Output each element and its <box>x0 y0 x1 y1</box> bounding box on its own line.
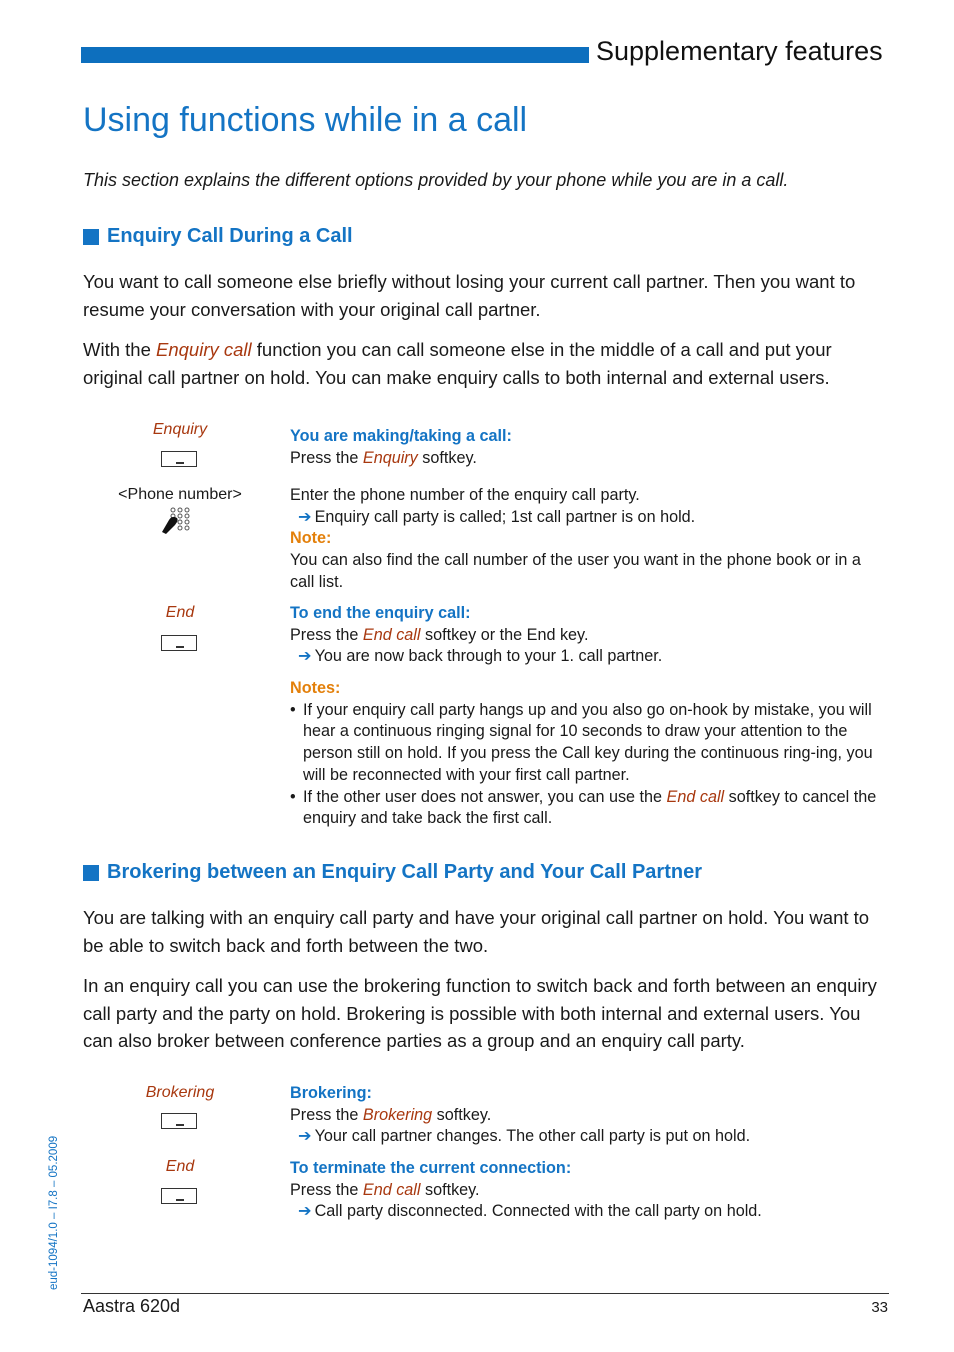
step-title: You are making/taking a call: <box>290 427 512 445</box>
step-block <box>290 1158 880 1223</box>
intro-text: This section explains the different options provided by your phone while you are in a call. <box>83 170 789 190</box>
square-bullet-icon <box>83 865 99 881</box>
softkey-label-enquiry: Enquiry <box>152 421 208 438</box>
step-result: ➔ Your call partner changes. The other call party is put on hold. <box>298 1127 751 1146</box>
list-item: • If the other user does not answer, you can use the End call softkey to cancel the enquiry and take back the first call. <box>290 787 880 830</box>
arrow-icon: ➔ <box>298 507 312 526</box>
step-title: Brokering: <box>290 1084 372 1102</box>
note-text: You can also find the call number of the user you want in the phone book or in a call list. <box>290 551 861 591</box>
page-number: 33 <box>871 1299 888 1316</box>
step-result: ➔ You are now back through to your 1. call partner. <box>298 647 663 666</box>
step-text: Press the Enquiry softkey. <box>290 448 477 467</box>
notes-list <box>290 700 880 830</box>
keypad-icon <box>160 506 194 534</box>
step-title: To end the enquiry call: <box>290 604 471 622</box>
softkey-icon <box>161 1188 197 1204</box>
softkey-label-brokering: Brokering <box>145 1084 215 1101</box>
step-result: ➔ Enquiry call party is called; 1st call partner is on hold. <box>298 507 696 526</box>
step-block <box>290 426 880 469</box>
paragraph: In an enquiry call you can use the brokering function to switch back and forth between an enquiry call party and the party on hold. Brokering is possible with both internal and external users. You can also broker between conference parties as a group and an enquiry call party. <box>83 975 877 1051</box>
section-heading-enquiry <box>83 225 353 248</box>
softkey-icon <box>161 1113 197 1129</box>
header-bar <box>81 47 589 63</box>
notes-title: Notes: <box>290 679 341 697</box>
softkey-icon <box>161 451 197 467</box>
notes-block <box>290 678 880 830</box>
page-title: Using functions while in a call <box>83 101 528 139</box>
step-text: Press the Brokering softkey. <box>290 1105 492 1124</box>
step-block <box>290 1083 880 1148</box>
step-block <box>290 485 880 594</box>
softkey-label-end: End <box>165 1158 195 1175</box>
step-title: To terminate the current connection: <box>290 1159 572 1177</box>
section-heading-brokering <box>83 861 702 884</box>
arrow-icon: ➔ <box>298 647 312 666</box>
paragraph: You want to call someone else briefly without losing your current call partner. Then you want to resume your conversation with your original call partner. <box>83 271 856 320</box>
paragraph: With the Enquiry call function you can call someone else in the middle of a call and put your original call partner on hold. You can make enquiry calls to both internal and external users. <box>83 339 832 388</box>
step-text: Enter the phone number of the enquiry call party. <box>290 486 640 504</box>
step-result: ➔ Call party disconnected. Connected with the call party on hold. <box>298 1202 762 1221</box>
arrow-icon: ➔ <box>298 1202 312 1221</box>
arrow-icon: ➔ <box>298 1127 312 1146</box>
step-text: Press the End call softkey. <box>290 1180 480 1199</box>
softkey-icon <box>161 635 197 651</box>
footer-product: Aastra 620d <box>83 1296 181 1316</box>
note-title: Note: <box>290 529 332 548</box>
paragraph: You are talking with an enquiry call party and have your original call partner on hold. You want to be able to switch back and forth between the two. <box>83 907 870 956</box>
step-text: Press the End call softkey or the End key. <box>290 625 589 644</box>
phone-number-label: <Phone number> <box>118 486 242 503</box>
softkey-label-end: End <box>165 604 195 621</box>
section-heading-text: Enquiry Call During a Call <box>107 225 353 247</box>
document-code: eud-1094/1.0 – I7.8 – 05.2009 <box>48 1135 60 1290</box>
footer-divider <box>81 1293 889 1294</box>
step-block <box>290 603 880 668</box>
section-heading-text: Brokering between an Enquiry Call Party and Your Call Partner <box>107 861 702 883</box>
square-bullet-icon <box>83 229 99 245</box>
list-item: • If your enquiry call party hangs up and you also go on-hook by mistake, you will hear a continuous ringing signal for 10 seconds to draw your attention to the person still on hold. If you press the Call key during the continuous ring-ing, you will be reconnected with your first call partner. <box>290 700 880 787</box>
header-section-title: Supplementary features <box>596 36 883 66</box>
